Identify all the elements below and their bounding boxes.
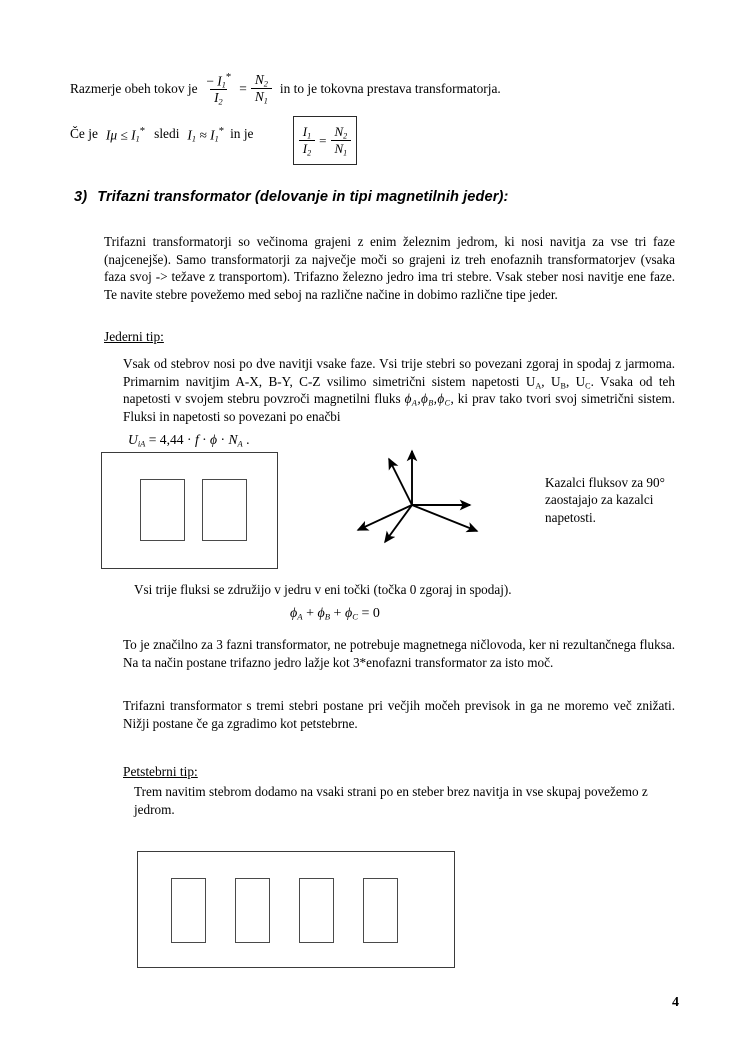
section-number: 3) <box>74 189 88 205</box>
fraction-numerator: − $I_1^*$ <box>205 71 232 90</box>
phasor-arrows <box>358 451 477 542</box>
fraction-numerator: $I_1$ <box>302 124 312 141</box>
paragraph-intro-three-phase: Trifazni transformatorji so večinoma grajeni z enim železnim jedrom, ki nosi navitja za vse tri faze (najcenejše). Samo transformatorji za največje moči so grajeni iz treh enofaznih transformatorjev (vsaka faza svoj -> težave z transportom). Trifazno železno jedro ima tri stebre. Vsak steber nosi navitje ene faze. Te navite stebre povežemo med seboj na različne načine in dobimo različne tipe jeder. <box>104 234 675 302</box>
formula-flux-sum <box>290 606 380 622</box>
paragraph-core-part-b: , U <box>541 373 561 389</box>
phasor-diagram <box>340 445 520 555</box>
intro-line-1-suffix: in to je tokovna prestava transformatorja. <box>279 80 501 96</box>
fraction-denominator: $N_1$ <box>331 140 352 156</box>
subheading-core-type: Jederni tip: <box>104 329 164 344</box>
equals-sign: = <box>239 80 247 96</box>
core-window-3 <box>299 878 334 943</box>
three-limb-core-figure <box>101 452 278 569</box>
intro-line-1 <box>70 72 501 105</box>
phasor-caption: Kazalci fluksov za 90° zaostajajo za kazalci napetosti. <box>545 475 665 525</box>
paragraph-core-part-d: . Vsaka od teh napetosti v svojem stebru povzroči magnetilni fluks <box>123 373 676 407</box>
subheading-five-limb-type: Petstebrni tip: <box>123 764 198 779</box>
core-window-1 <box>140 479 185 541</box>
boxed-current-ratio-equation <box>293 116 357 165</box>
formula-flux-sum-expr: $\phi_A + \phi_B + \phi_C = 0$ <box>290 606 380 622</box>
paragraph-five-limb-description: Trem navitim stebrom dodamo na vsaki strani po en steber brez navitja in vse skupaj povežemo z jedrom. <box>134 784 648 817</box>
intro-line-2-part1: Če je <box>70 126 98 142</box>
core-window-4 <box>363 878 398 943</box>
core-window-1 <box>171 878 206 943</box>
turns-ratio-fraction-right <box>251 73 272 104</box>
condition-expression: $I\mu \le I_1^*$ <box>105 125 146 144</box>
formula-induced-voltage-expr: $U_{iA} = 4,44 \cdot f \cdot \phi \cdot N_A$ . <box>128 432 250 449</box>
five-limb-core-figure <box>137 851 455 968</box>
page-number: 4 <box>672 995 679 1010</box>
subscript-b: B <box>560 380 566 390</box>
phasor-flux-c <box>412 505 477 531</box>
approximation-expression: $I_1 \approx I_1^*$ <box>187 125 225 144</box>
fraction-numerator: $N_2$ <box>334 124 348 141</box>
intro-line-1-prefix: Razmerje obeh tokov je <box>70 80 198 96</box>
subscript-c: C <box>585 380 591 390</box>
subscript-a: A <box>535 380 542 390</box>
intro-line-2-part2: sledi <box>154 126 180 142</box>
paragraph-core-part-e: , ki prav tako tvori svoj simetrični sistem. Fluksi in napetosti so povezani po enačbi <box>123 391 675 424</box>
core-window-2 <box>235 878 270 943</box>
paragraph-no-neutral-needed: To je značilno za 3 fazni transformator, ne potrebuje magnetnega ničlovoda, ker ni rezultančnega fluksa. Na ta način postane trifazno jedro lažje kot 3*enofazni transformator za isto moč. <box>123 637 675 670</box>
fraction-denominator: $I_2$ <box>299 140 315 156</box>
paragraph-flux-junction: Vsi trije fluksi se združijo v jedru v eni točki (točka 0 zgoraj in spodaj). <box>134 582 512 597</box>
intro-line-2-part3: in je <box>230 126 254 142</box>
section-title: Trifazni transformator (delovanje in tipi magnetilnih jeder): <box>97 189 509 205</box>
boxed-fraction-left <box>299 124 315 158</box>
boxed-relation: = <box>319 132 327 148</box>
phasor-flux-a <box>389 459 412 505</box>
paragraph-height-limitation: Trifazni transformator s tremi stebri postane pri večjih močeh previsok in ga ne moremo več znižati. Nižji postane če ga zgradimo kot petstebrne. <box>123 698 675 731</box>
current-ratio-fraction-left <box>202 72 236 105</box>
flux-symbols: $\phi_A,\phi_B,\phi_C$ <box>404 391 451 408</box>
formula-induced-voltage <box>128 432 249 448</box>
section-heading <box>74 189 508 205</box>
intro-line-2 <box>70 125 254 143</box>
fraction-denominator: $N_1$ <box>251 88 272 104</box>
paragraph-core-part-c: , U <box>565 373 586 389</box>
core-window-2 <box>202 479 247 541</box>
fraction-numerator: $N_2$ <box>254 72 268 89</box>
fraction-denominator: $I_2$ <box>210 89 227 105</box>
paragraph-core-part-a: Vsak od stebrov nosi po dve navitji vsake faze. Vsi trije stebri so povezani zgoraj in spodaj z jarmoma. Primarnim navitjim A-X, B-Y, C-Z vsilimo simetrični sistem napetosti U <box>123 356 675 389</box>
boxed-fraction-right <box>331 124 352 158</box>
paragraph-core-type-description <box>123 355 675 425</box>
